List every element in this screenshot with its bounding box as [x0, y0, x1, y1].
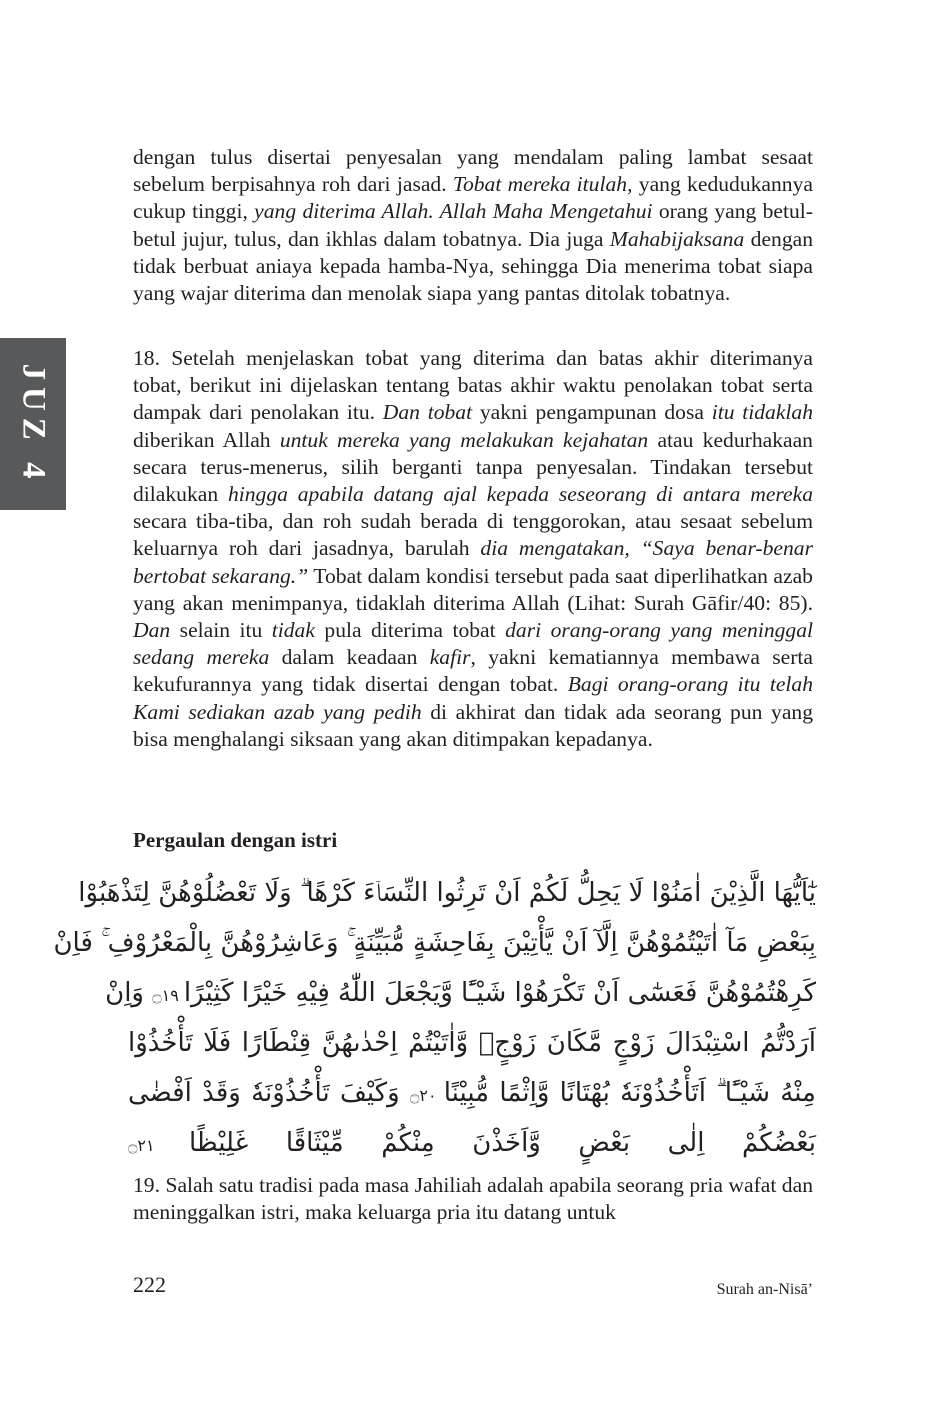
text-run: 18. Setelah menjelaskan tobat yang diterima dan batas akhir diterimanya tobat, berikut ini dijelaskan tentang batas akhir waktu penolakan tobat serta dampak dari penolakan itu. [133, 346, 813, 425]
quran-verse-block [53, 868, 816, 1168]
ayah-number-marker: ۝٢٠ [410, 1086, 444, 1105]
text-run: orang yang betul-betul jujur, tulus, dan ikhlas dalam tobatnya. Dia juga [133, 199, 813, 251]
italic-text-run: itu tidaklah [711, 400, 813, 425]
arabic-text: يٰٓاَيُّهَا الَّذِيْنَ اٰمَنُوْا لَا يَحِلُّ لَكُمْ اَنْ تَرِثُوا النِّسَاۤءَ كَرْهًا ۗ وَلَا تَعْضُلُوْهُنَّ لِتَذْهَبُوْا [78, 878, 816, 908]
text-run: 19. Salah satu tradisi pada masa Jahiliah adalah apabila seorang pria wafat dan meninggalkan istri, maka keluarga pria itu datang untuk [133, 1173, 813, 1225]
commentary-paragraph-1 [133, 144, 813, 307]
text-run: , yakni kematiannya membawa serta kekufurannya yang tidak disertai dengan tobat. [133, 645, 813, 697]
text-run: selain itu [170, 618, 272, 643]
italic-text-run: Mahabijaksana [609, 226, 745, 251]
text-run: Tobat dalam kondisi tersebut pada saat diperlihatkan azab yang akan menimpanya, tidaklah diterima Allah (Lihat: Surah Gāfir/40: 85). [133, 563, 813, 615]
text-run: pula diterima tobat [314, 618, 506, 643]
text-run: yang kedudukannya cukup tinggi, [133, 172, 813, 224]
arabic-verse-line [53, 918, 816, 968]
italic-text-run: Dan tobat [382, 400, 473, 425]
italic-text-run: hingga apabila datang ajal kepada seseorang di antara mereka [227, 482, 813, 507]
juz-side-tab [0, 338, 66, 510]
arabic-verse-line [78, 868, 816, 918]
text-run: secara tiba-tiba, dan roh sudah berada di tenggorokan, atau sesaat sebelum keluarnya roh dari jasadnya, barulah [133, 509, 813, 561]
arabic-verse-line [128, 1018, 816, 1068]
text-run: di akhirat dan tidak ada seorang pun yang bisa menghalangi siksaan yang akan ditimpakan kepadanya. [133, 699, 813, 751]
arabic-text: بِبَعْضِ مَآ اٰتَيْتُمُوْهُنَّ اِلَّآ اَنْ يَّأْتِيْنَ بِفَاحِشَةٍ مُّبَيِّنَةٍ ۚ وَعَاشِرُوْهُنَّ بِالْمَعْرُوْفِ ۚ فَاِنْ [53, 928, 816, 958]
ayah-number-marker: ۝٢١ [128, 1136, 189, 1155]
section-heading: Pergaulan dengan istri [133, 828, 338, 852]
text-run: atau kedurhakaan secara terus-menerus, silih berganti tanpa penyesalan. Tindakan tersebut dilakukan [133, 427, 813, 507]
italic-text-run: Bagi orang-orang itu telah Kami sediakan azab yang pedih [133, 672, 814, 724]
arabic-text: وَاِنْ [105, 978, 153, 1008]
italic-text-run: Tobat mereka itulah, [452, 172, 633, 197]
italic-text-run: dia mengatakan, “Saya benar-benar bertobat sekarang.” [133, 536, 813, 588]
italic-text-run: untuk mereka yang melakukan kejahatan [279, 427, 649, 452]
arabic-text: بَعْضُكُمْ اِلٰى بَعْضٍ وَّاَخَذْنَ مِنْكُمْ مِّيْثَاقًا غَلِيْظًا [188, 1128, 816, 1158]
commentary-paragraph-2 [133, 345, 813, 753]
italic-text-run: dari orang-orang yang meninggal sedang mereka [133, 618, 814, 670]
arabic-text: كَرِهْتُمُوْهُنَّ فَعَسٰٓى اَنْ تَكْرَهُوْا شَيْـًٔا وَّيَجْعَلَ اللّٰهُ فِيْهِ خَيْرًا كَثِيْرًا [183, 978, 816, 1008]
italic-text-run: yang diterima Allah. Allah Maha Mengetahui [254, 199, 653, 224]
italic-text-run: kafir [429, 645, 471, 670]
arabic-text: وَكَيْفَ تَأْخُذُوْنَهٗ وَقَدْ اَفْضٰى [128, 1078, 411, 1108]
text-run: dengan tulus disertai penyesalan yang mendalam paling lambat sesaat sebelum berpisahnya roh dari jasad. [133, 145, 813, 197]
text-run: dengan tidak berbuat aniaya kepada hamba-Nya, sehingga Dia menerima tobat siapa yang wajar diterima dan menolak siapa yang pantas ditolak tobatnya. [133, 226, 813, 306]
arabic-verse-line [128, 1118, 816, 1168]
arabic-verse-line [128, 1068, 816, 1118]
page-number: 222 [133, 1272, 166, 1297]
commentary-paragraph-3 [133, 1172, 813, 1226]
arabic-verse-line [105, 968, 816, 1018]
ayah-number-marker: ۝١٩ [152, 986, 184, 1005]
arabic-text: مِنْهُ شَيْـًٔا ۗ اَتَأْخُذُوْنَهٗ بُهْتَانًا وَّاِثْمًا مُّبِيْنًا [443, 1078, 816, 1108]
running-footer-surah: Surah an-Nisā’ [716, 1281, 813, 1298]
italic-text-run: Dan [133, 618, 171, 643]
text-run: diberikan Allah [133, 427, 280, 452]
text-run: yakni pengampunan dosa [472, 400, 712, 425]
italic-text-run: tidak [271, 618, 315, 643]
arabic-text: اَرَدْتُّمُ اسْتِبْدَالَ زَوْجٍ مَّكَانَ زَوْجٍۙ وَّاٰتَيْتُمْ اِحْدٰىهُنَّ قِنْطَارًا فَلَا تَأْخُذُوْا [128, 1028, 816, 1058]
text-run: dalam keadaan [269, 645, 430, 670]
juz-label: JUZ 4 [15, 362, 52, 486]
